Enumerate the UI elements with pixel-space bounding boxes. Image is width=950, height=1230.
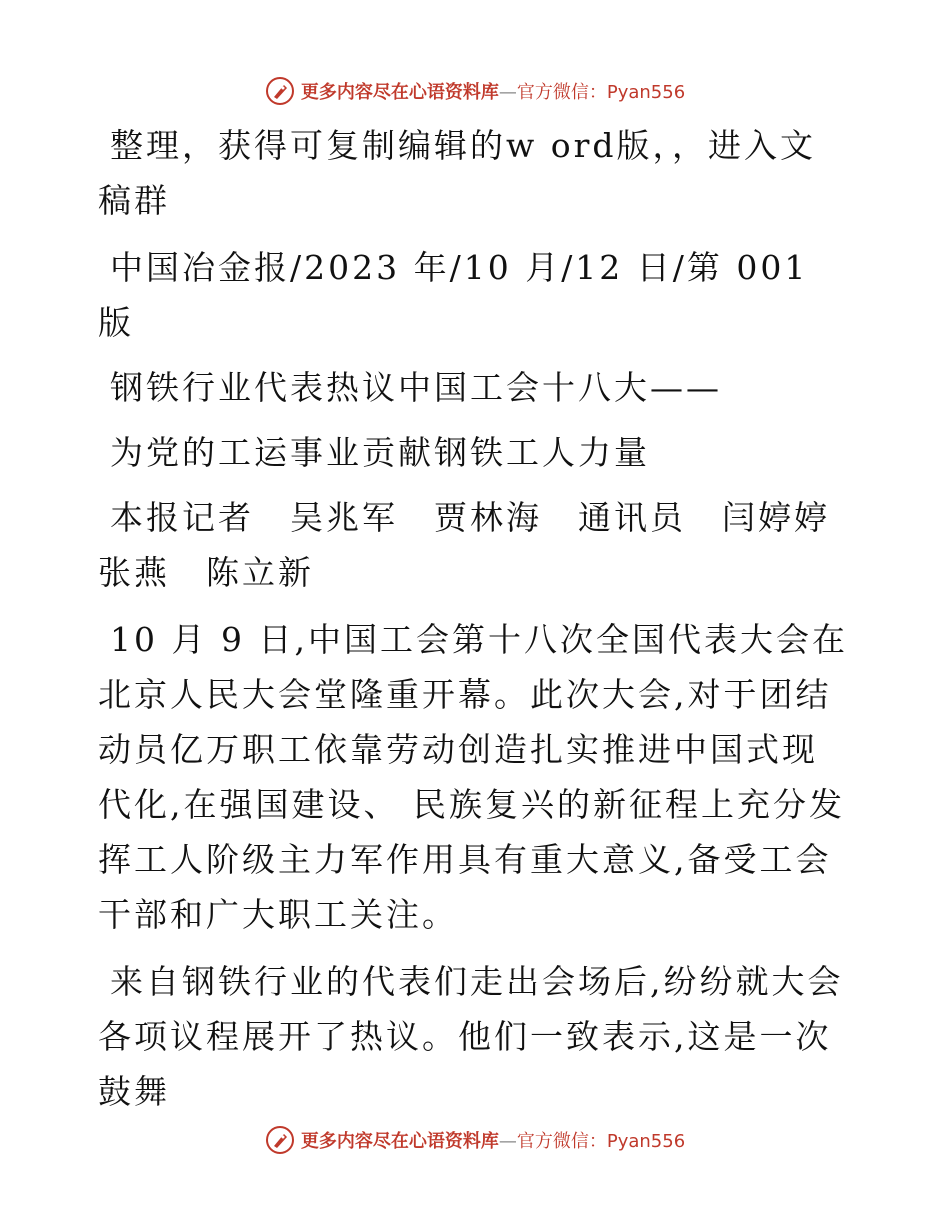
banner-separator: — [498,82,517,103]
source-line: 中国冶金报/2023 年/10 月/12 日/第 001 版 [98,248,809,342]
banner-text [301,1127,685,1153]
banner-separator: — [498,1131,517,1152]
footer-banner [0,1120,950,1160]
banner-wechat-label: 官方微信： [516,1131,607,1152]
banner-brand: 更多内容尽在心语资料库 [300,1131,499,1152]
banner-wechat-id: Pyan556 [606,1131,686,1152]
intro-text: 整理，获得可复制编辑的w ord版，，进入文稿群 [98,126,817,220]
headline-primary: 钢铁行业代表热议中国工会十八大—— [110,368,722,407]
pen-nib-icon [265,1125,295,1155]
body-paragraph-1: 10 月 9 日,中国工会第十八次全国代表大会在北京人民大会堂隆重开幕。此次大会,对于团结动员亿万职工依靠劳动创造扎实推进中国式现代化,在强国建设、 民族复兴的新征程上充分发挥工人阶级主力军作用具有重大意义,备受工会干部和广大职工关注。 [98,620,848,934]
banner-text [301,78,685,104]
header-banner [0,71,950,111]
body-paragraph-2: 来自钢铁行业的代表们走出会场后,纷纷就大会各项议程展开了热议。他们一致表示,这是一次鼓舞 [98,962,844,1111]
byline: 本报记者 吴兆军 贾林海 通讯员 闫婷婷 张燕 陈立新 [98,498,866,592]
banner-wechat-id: Pyan556 [606,82,686,103]
document-body [98,118,866,1131]
banner-wechat-label: 官方微信： [516,82,607,103]
headline-secondary: 为党的工运事业贡献钢铁工人力量 [110,433,650,472]
pen-nib-icon [265,76,295,106]
banner-brand: 更多内容尽在心语资料库 [300,82,499,103]
